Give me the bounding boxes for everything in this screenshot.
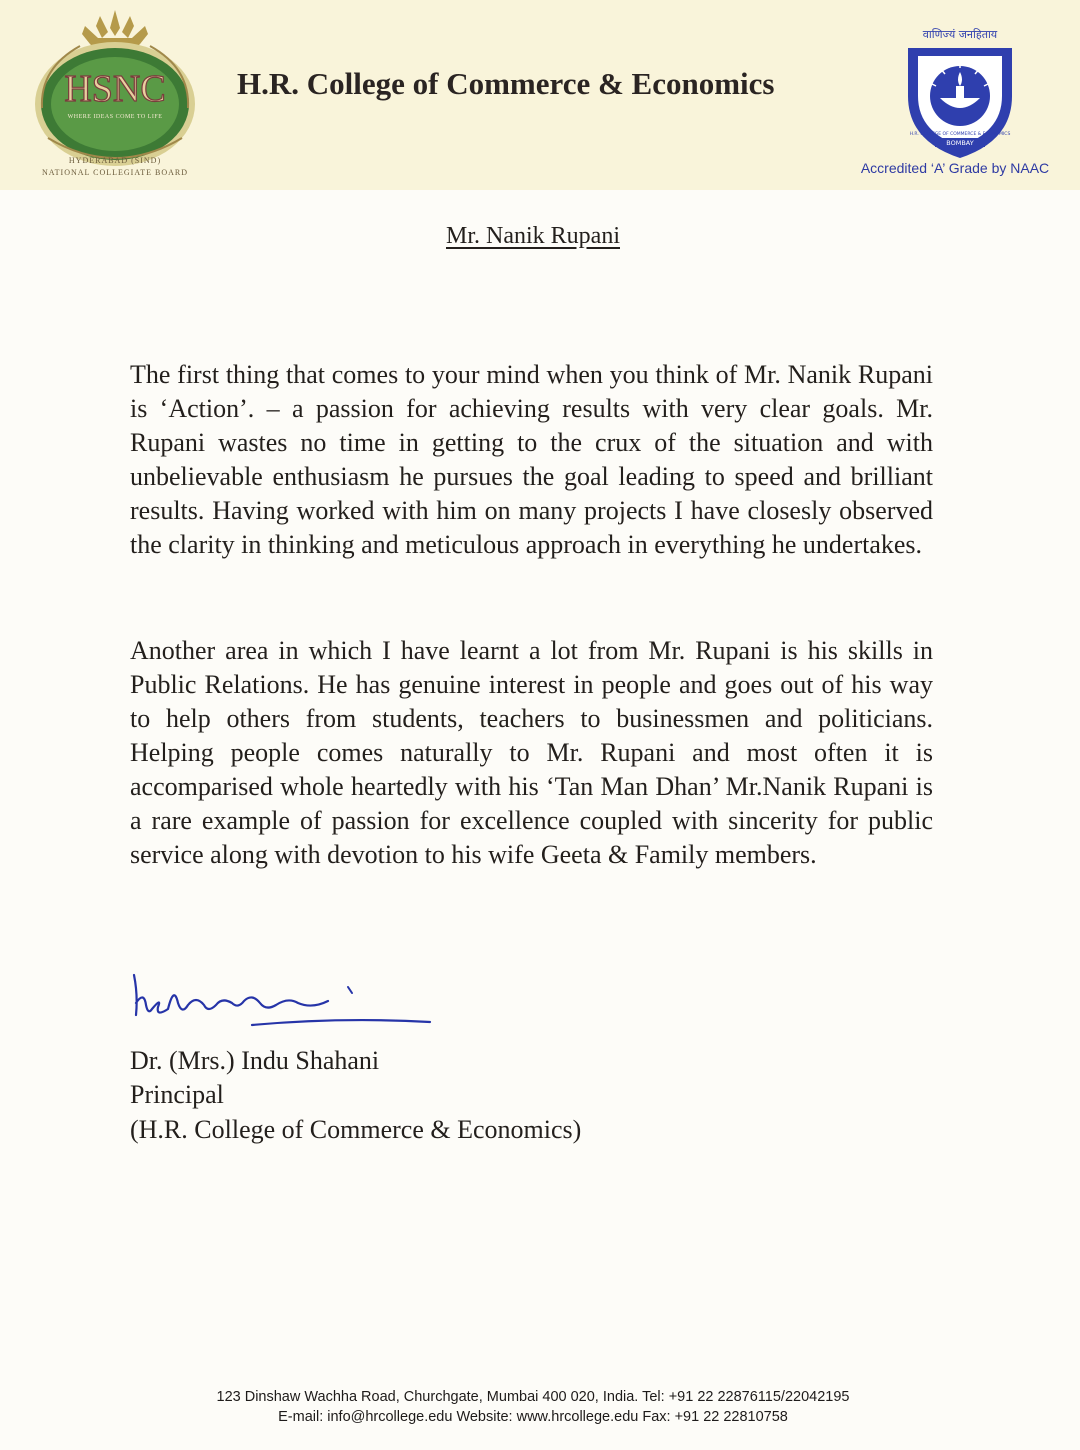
- board-line-1: HYDERABAD (SIND): [68, 156, 162, 165]
- crest-banner: BOMBAY: [946, 139, 974, 147]
- logo-motto: WHERE IDEAS COME TO LIFE: [67, 114, 163, 120]
- logo-monogram: HSNC: [64, 68, 166, 110]
- letterhead: [0, 0, 1080, 190]
- signatory-designation: Principal: [130, 1080, 224, 1109]
- footer-address: 123 Dinshaw Wachha Road, Churchgate, Mumbai 400 020, India. Tel: +91 22 22876115/22042195: [216, 1389, 850, 1405]
- letter-subject: [0, 223, 1066, 250]
- subject-text: Mr. Nanik Rupani: [446, 223, 620, 249]
- college-crest: [890, 26, 1030, 166]
- paragraph-2: Another area in which I have learnt a lot from Mr. Rupani is his skills in Public Relations. He has genuine interest in people and goes out of his way to help others from students, teachers to businessmen and politicians. Helping people comes naturally to Mr. Rupani and most often it is accomparised whole heartedly with his ‘Tan Man Dhan’ Mr.Nanik Rupani is a rare example of passion for excellence coupled with sincerity for public service along with devotion to his wife Geeta & Family members.: [130, 636, 933, 869]
- college-title: H.R. College of Commerce & Economics: [237, 66, 775, 101]
- crown-ornament-icon: [82, 10, 148, 46]
- paragraph-1: The first thing that comes to your mind when you think of Mr. Nanik Rupani is ‘Action’. – a passion for achieving results with very clear goals. Mr. Rupani wastes no time in getting to the crux of the situation and with unbelievable enthusiasm he pursues the goal leading to speed and brilliant results. Having worked with him on many projects I have closesly observed the clarity in thinking and meticulous approach in everything he undertakes.: [130, 360, 933, 559]
- signatory-name: Dr. (Mrs.) Indu Shahani: [130, 1046, 380, 1075]
- crest-ring-text: H.R. COLLEGE OF COMMERCE & ECONOMICS: [909, 132, 1011, 137]
- hsnc-logo: [30, 8, 200, 180]
- accreditation-text: Accredited ‘A’ Grade by NAAC: [860, 160, 1050, 176]
- board-line-2: NATIONAL COLLEGIATE BOARD: [41, 168, 189, 177]
- signatory-institution: (H.R. College of Commerce & Economics): [130, 1115, 582, 1144]
- crest-hindi-motto: वाणिज्यं जनहिताय: [922, 28, 998, 41]
- handwritten-signature: [122, 965, 442, 1040]
- footer-contact: E-mail: info@hrcollege.edu Website: www.hrcollege.edu Fax: +91 22 22810758: [278, 1409, 788, 1425]
